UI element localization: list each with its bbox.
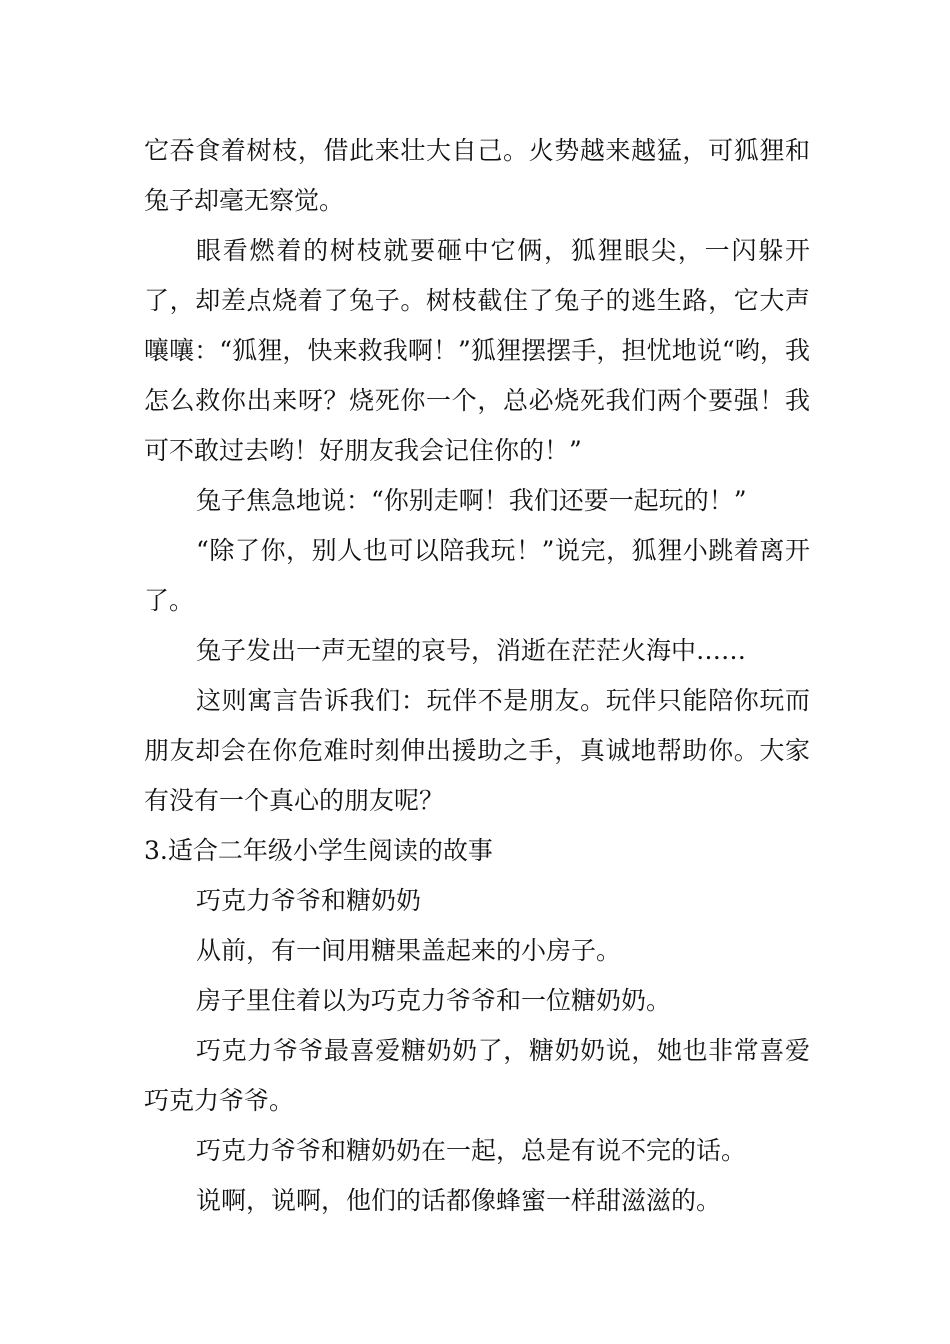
paragraph-fox-escapes: 眼看燃着的树枝就要砸中它俩，狐狸眼尖，一闪躲开了，却差点烧着了兔子。树枝截住了兔子的逃生路，它大声嚷嚷：“狐狸，快来救我啊！”狐狸摆摆手，担忧地说“哟，我怎么救你出来呀？烧死你一个，总必烧死我们两个要强！我可不敢过去哟！好朋友我会记住你的！” — [144, 236, 810, 465]
paragraph-fire-spreading: 它吞食着树枝，借此来壮大自己。火势越来越猛，可狐狸和兔子却毫无察觉。 — [144, 136, 810, 215]
story-title: 巧克力爷爷和糖奶奶 — [196, 886, 422, 915]
document-page — [144, 126, 810, 1226]
paragraph-fox-leaves: “除了你，别人也可以陪我玩！”说完，狐狸小跳着离开了。 — [144, 536, 810, 615]
section-heading: 3.适合二年级小学生阅读的故事 — [144, 836, 493, 865]
story-paragraph-conversation: 巧克力爷爷和糖奶奶在一起，总是有说不完的话。 — [196, 1136, 747, 1165]
story-paragraph-sweet-words: 说啊，说啊，他们的话都像蜂蜜一样甜滋滋的。 — [196, 1186, 722, 1215]
story-paragraph-residents: 房子里住着以为巧克力爷爷和一位糖奶奶。 — [196, 986, 672, 1015]
paragraph-rabbit-perishes: 兔子发出一声无望的哀号，消逝在茫茫火海中…… — [196, 636, 747, 665]
paragraph-moral: 这则寓言告诉我们：玩伴不是朋友。玩伴只能陪你玩而朋友却会在你危难时刻伸出援助之手，真诚地帮助你。大家有没有一个真心的朋友呢？ — [144, 686, 810, 815]
story-paragraph-affection: 巧克力爷爷最喜爱糖奶奶了，糖奶奶说，她也非常喜爱巧克力爷爷。 — [144, 1036, 810, 1115]
story-paragraph-candy-house: 从前，有一间用糖果盖起来的小房子。 — [196, 936, 622, 965]
paragraph-rabbit-pleads: 兔子焦急地说：“你别走啊！我们还要一起玩的！” — [196, 486, 747, 515]
